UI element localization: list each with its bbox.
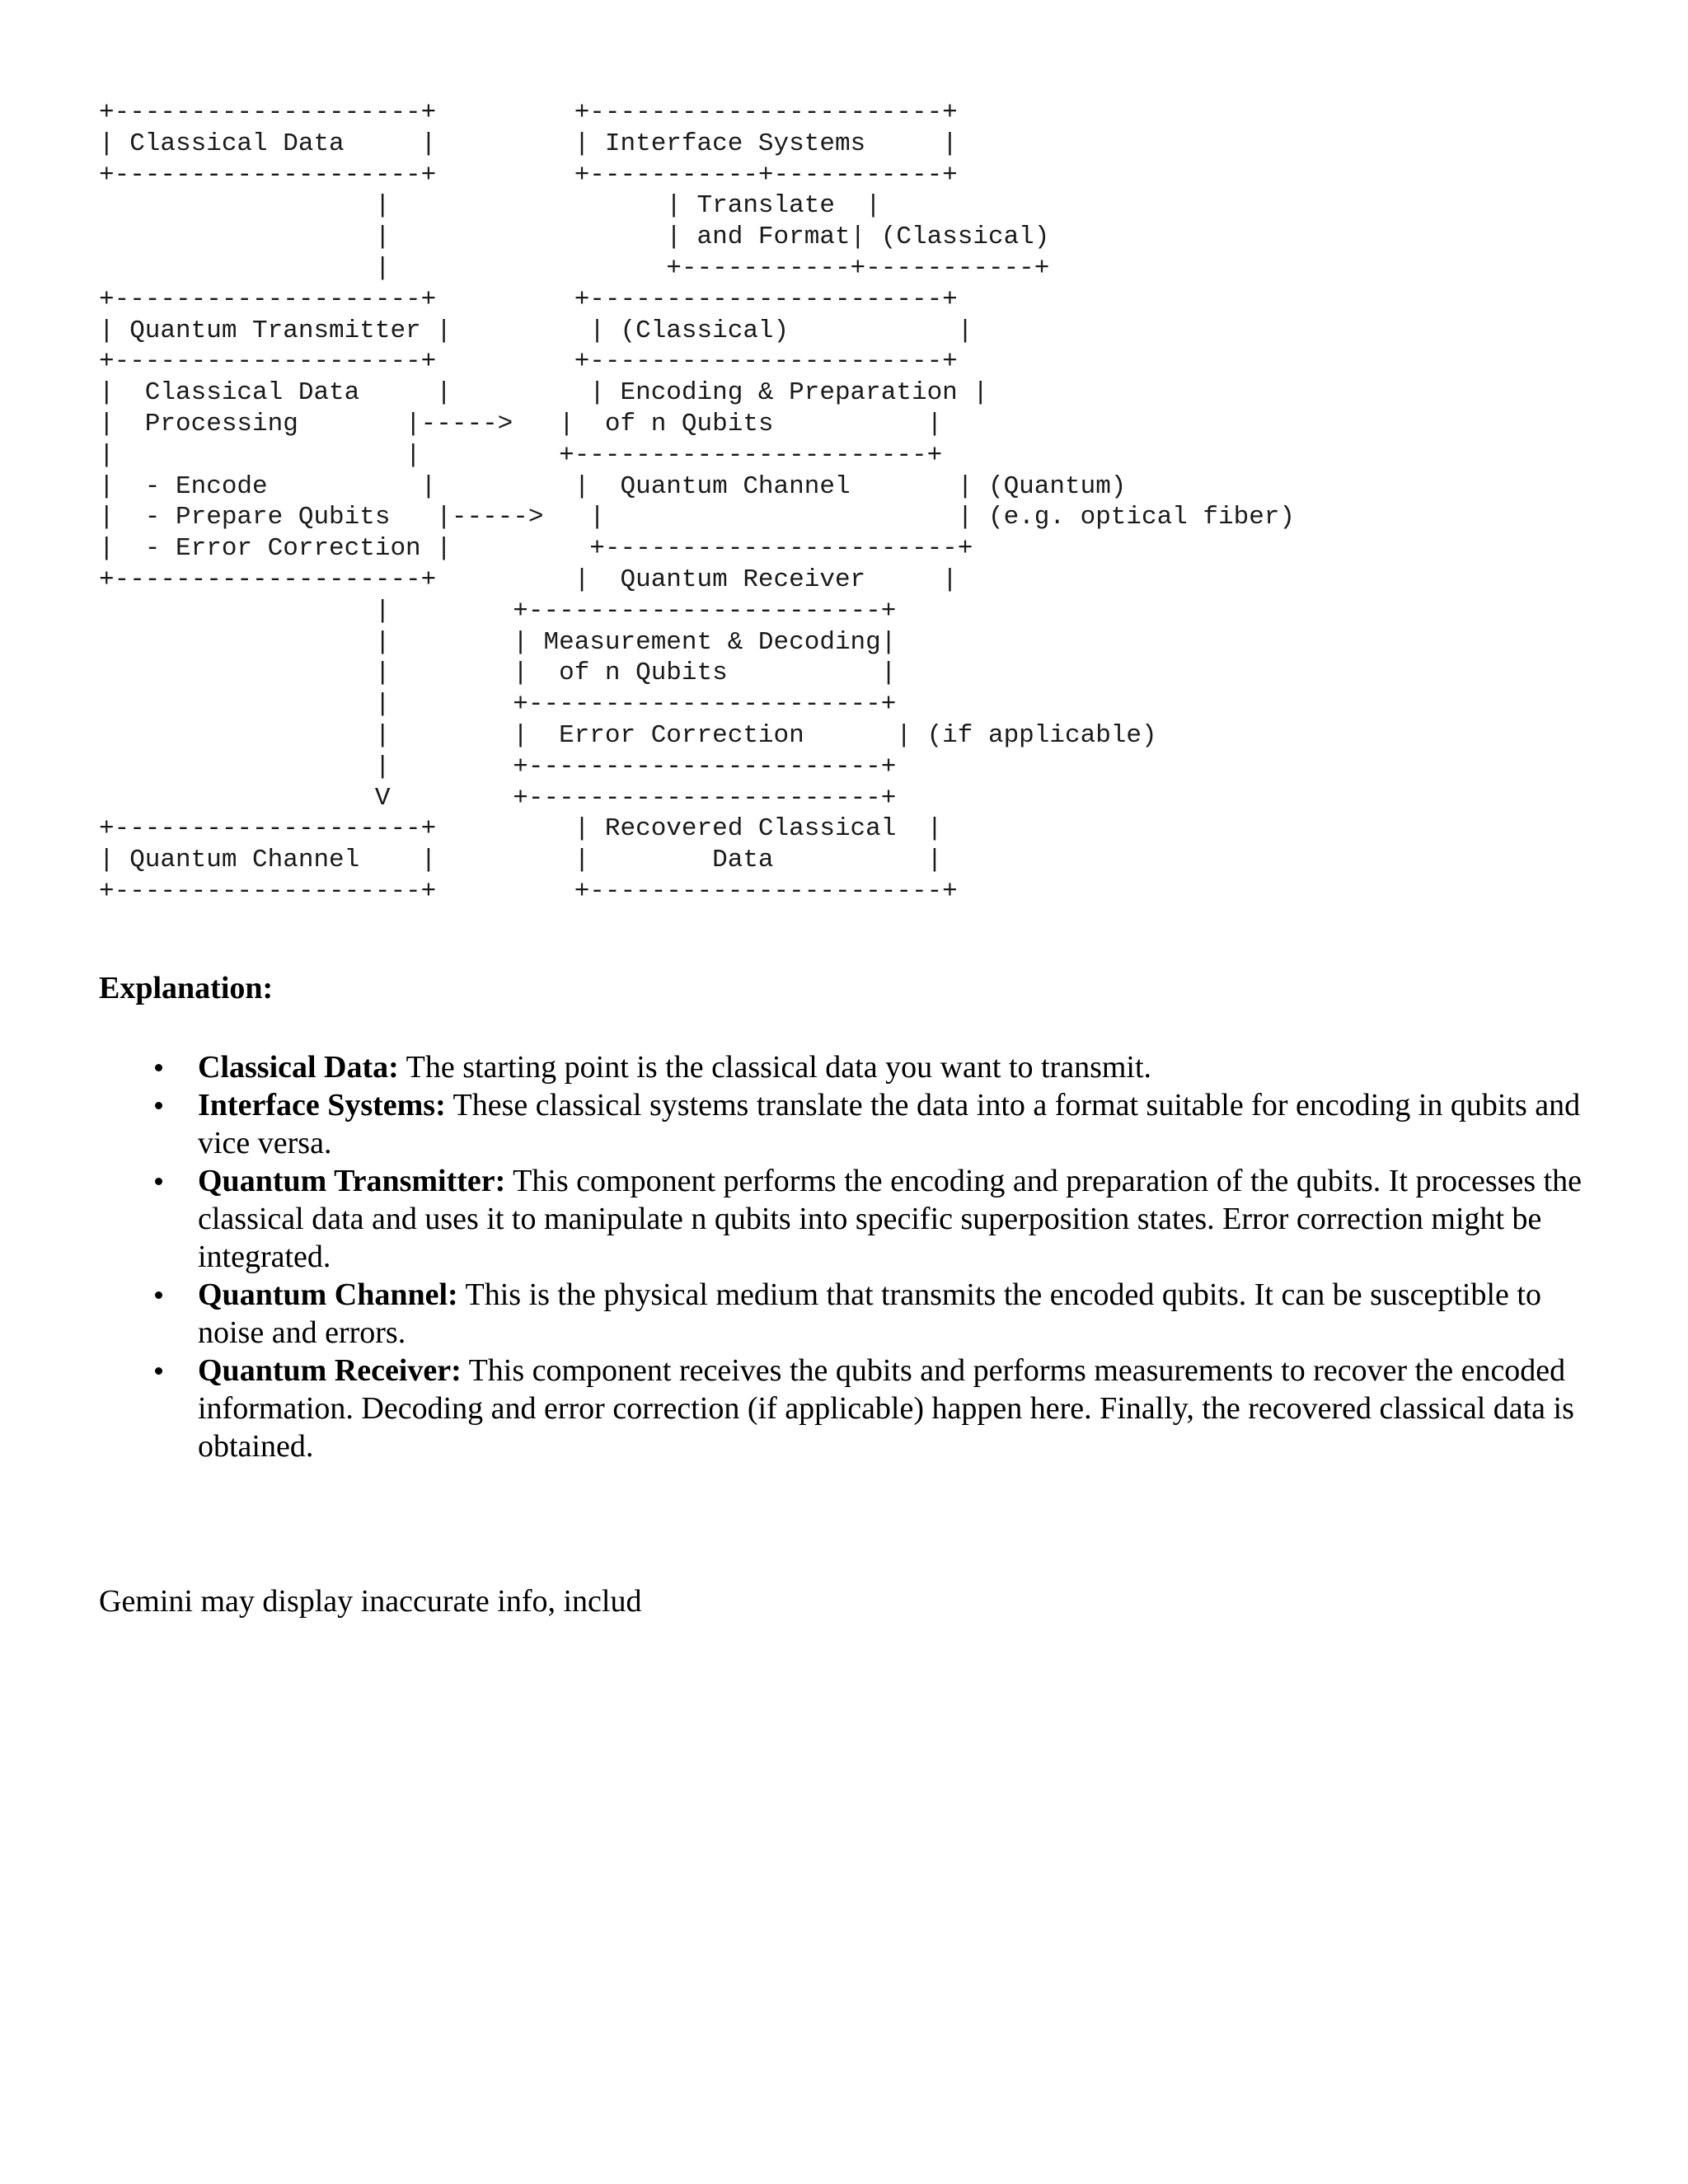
explanation-heading: Explanation: <box>99 971 274 1005</box>
list-item-quantum-transmitter <box>99 1162 1599 1276</box>
term-description: This component receives the qubits and performs measurements to recover the encoded information. Decoding and error correction (if applicable) happen here. Finally, the recovered classical data is obtained. <box>198 1353 1574 1464</box>
term-label: Classical Data: <box>198 1050 399 1085</box>
bullet-icon <box>155 1178 162 1185</box>
ascii-flow-diagram: +--------------------+ +-----------------------+ | Classical Data | | Interface Systems | +--------------------+ +-----------+-----------+ | | Translate | | | and Format| (Classical) | +-----------+-----------+ +--------------------+ +-----------------------+ | Quantum Transmitter | | (Classical) | +--------------------+ +-----------------------+ | Classical Data | | Encoding & Preparation | | Processing |-----> | of n Qubits | | | +-----------------------+ | - Encode | | Quantum Channel | (Quantum) | - Prepare Qubits |-----> | | (e.g. optical fiber) | - Error Correction | +-----------------------+ +--------------------+ | Quantum Receiver | | +-----------------------+ | | Measurement & Decoding| | | of n Qubits | | +-----------------------+ | | Error Correction | (if applicable) | +-----------------------+ V +-----------------------+ +--------------------+ | Recovered Classical | | Quantum Channel | | Data | +--------------------+ +-----------------------+ <box>99 98 1296 906</box>
explanation-list <box>99 1048 1599 1465</box>
list-item-quantum-channel <box>99 1276 1599 1352</box>
term-label: Interface Systems: <box>198 1088 446 1122</box>
bullet-icon <box>155 1064 162 1071</box>
term-description: These classical systems translate the data into a format suitable for encoding in qubits and vice versa. <box>198 1088 1581 1160</box>
term-label: Quantum Receiver: <box>198 1353 462 1388</box>
list-item-interface-systems <box>99 1086 1599 1162</box>
term-description: This component performs the encoding and preparation of the qubits. It processes the classical data and uses it to manipulate n qubits into specific superposition states. Error correction might be integrated. <box>198 1164 1582 1274</box>
list-item-quantum-receiver <box>99 1352 1599 1465</box>
term-label: Quantum Channel: <box>198 1277 458 1312</box>
list-item-classical-data <box>99 1048 1599 1086</box>
term-label: Quantum Transmitter: <box>198 1164 506 1198</box>
bullet-icon <box>155 1291 162 1299</box>
disclaimer-text: Gemini may display inaccurate info, includ <box>99 1584 642 1619</box>
bullet-icon <box>155 1102 162 1109</box>
term-description: The starting point is the classical data you want to transmit. <box>398 1050 1152 1085</box>
term-description: This is the physical medium that transmits the encoded qubits. It can be susceptible to noise and errors. <box>198 1277 1541 1350</box>
bullet-icon <box>155 1367 162 1375</box>
